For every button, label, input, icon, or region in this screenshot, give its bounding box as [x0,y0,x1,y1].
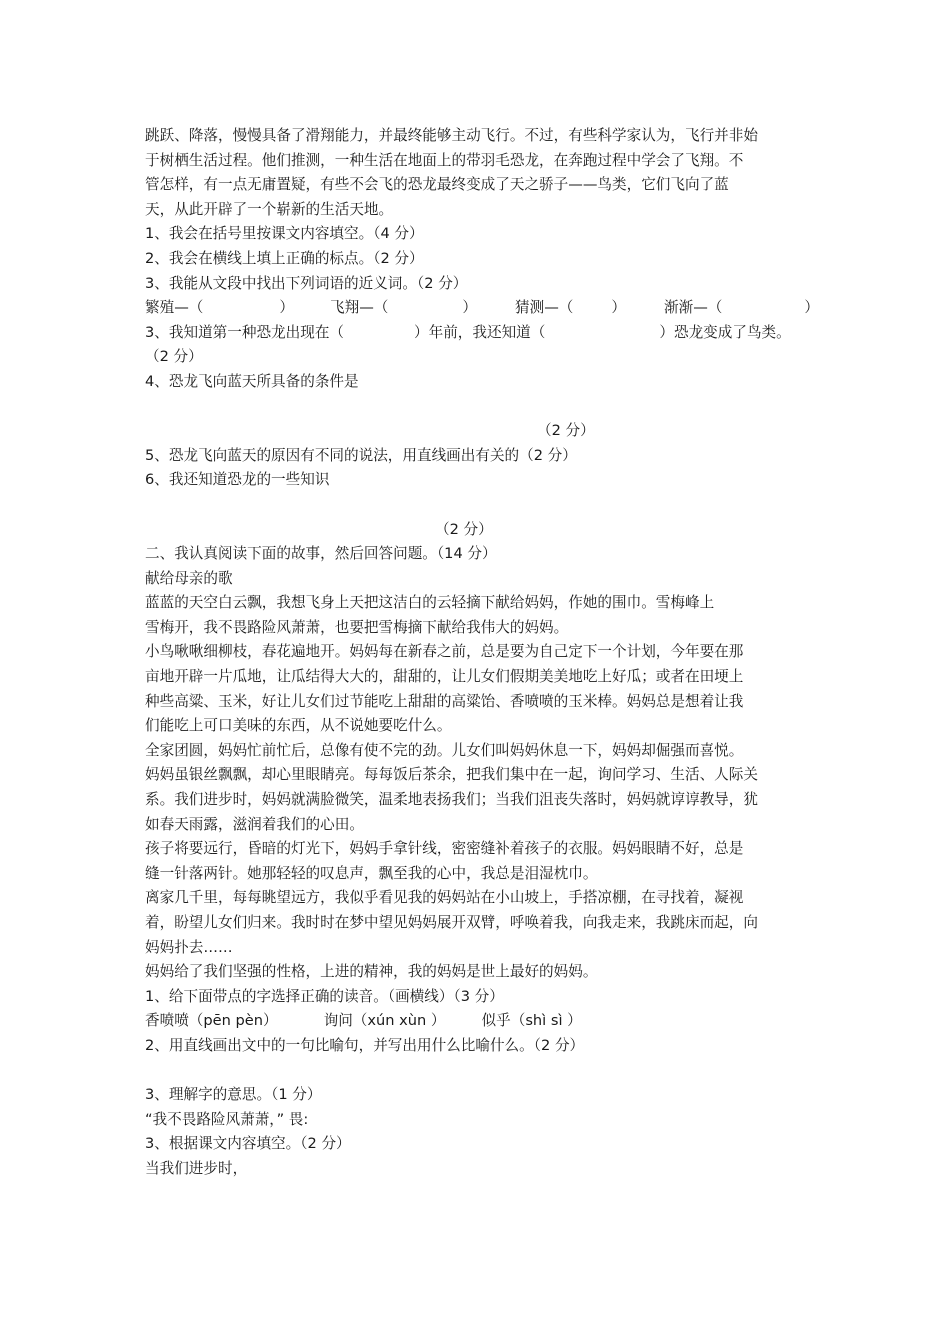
story-line: 如春天雨露，滋润着我们的心田。 [145,815,364,833]
synonym-close: ） [611,299,626,317]
story-line: 亩地开辟一片瓜地，让瓜结得大大的，甜甜的，让儿女们假期美美地吃上好瓜；或者在田埂上 [145,668,744,686]
passage-line: 于树栖生活过程。他们推测，一种生活在地面上的带羽毛恐龙，在奔跑过程中学会了飞翔。不 [145,151,744,169]
score: （2 分） [145,348,203,366]
document-page [145,124,819,1182]
story-line: 孩子将要远行，昏暗的灯光下，妈妈手拿针线，密密缝补着孩子的衣服。妈妈眼睛不好，总是 [145,840,744,858]
story-line: 蓝蓝的天空白云飘，我想飞身上天把这洁白的云轻摘下献给妈妈，作她的围巾。雪梅峰上 [145,594,715,612]
story-line: 全家团圆，妈妈忙前忙后，总像有使不完的劲。儿女们叫妈妈休息一下，妈妈却倔强而喜悦。 [145,741,744,759]
passage-line: 管怎样，有一点无庸置疑，有些不会飞的恐龙最终变成了天之骄子——鸟类，它们飞向了蓝 [145,176,729,194]
question-6: 6、我还知道恐龙的一些知识 [145,471,330,489]
s2-question-4-text: 当我们进步时， [145,1159,248,1177]
synonym-close: ） [279,299,294,317]
story-line: 缝一针落两针。她那轻轻的叹息声，飘至我的心中，我总是泪湿枕巾。 [145,864,598,882]
story-title: 献给母亲的歌 [145,569,233,587]
story-line: 雪梅开，我不畏路险风萧萧，也要把雪梅摘下献给我伟大的妈妈。 [145,618,569,636]
question-text: 3、我知道第一种恐龙出现在（ [145,323,345,341]
synonym-row [145,296,819,321]
s2-question-3-quote: “我不畏路险风萧萧，” 畏: [145,1110,309,1128]
section-2-title: 二、我认真阅读下面的故事，然后回答问题。（14 分） [145,545,497,563]
synonym-label: 繁殖—（ [145,299,204,317]
s2-question-3: 3、理解字的意思。（1 分） [145,1086,322,1104]
question-1: 1、我会在括号里按课文内容填空。（4 分） [145,225,424,243]
synonym-label: 渐渐—（ [664,299,723,317]
question-3: 3、我能从文段中找出下列词语的近义词。（2 分） [145,274,468,292]
passage-1 [145,124,810,222]
synonym-close: ） [462,299,477,317]
synonym-label: 飞翔—（ [330,299,389,317]
s2-question-2: 2、用直线画出文中的一句比喻句，并写出用什么比喻什么。（2 分） [145,1036,585,1054]
story-line: 着，盼望儿女们归来。我时时在梦中望见妈妈展开双臂，呼唤着我，向我走来，我跳床而起，向 [145,914,758,931]
story-line: 妈妈给了我们坚强的性格，上进的精神，我的妈妈是世上最好的妈妈。 [145,963,598,981]
passage-line: 跳跃、降落，慢慢具备了滑翔能力，并最终能够主动飞行。不过，有些科学家认为，飞行并非始 [145,127,758,144]
pinyin-item: 似乎（shì sì ） [481,1012,582,1030]
story-line: 离家几千里，每每眺望远方，我似乎看见我的妈妈站在小山坡上，手搭凉棚，在寻找着，凝视 [145,889,744,907]
question-2: 2、我会在横线上填上正确的标点。（2 分） [145,249,424,267]
answer-space [145,1059,810,1084]
score: （2 分） [537,422,595,440]
question-text: ）恐龙变成了鸟类。 [659,323,791,341]
story-line: 们能吃上可口美味的东西，从不说她要吃什么。 [145,717,452,735]
answer-space [145,395,810,420]
pinyin-item: 香喷喷（pēn pèn） [145,1012,278,1030]
story-line: 妈妈扑去…… [145,938,233,956]
story-line: 系。我们进步时，妈妈就满脸微笑，温柔地表扬我们；当我们沮丧失落时，妈妈就谆谆教导，犹 [145,791,758,809]
pinyin-item: 询问（xún xùn ） [323,1012,446,1030]
question-5: 5、恐龙飞向蓝天的原因有不同的说法，用直线画出有关的（2 分） [145,446,577,464]
passage-line: 天，从此开辟了一个崭新的生活天地。 [145,200,394,218]
s2-question-4: 3、根据课文内容填空。（2 分） [145,1135,351,1153]
question-text: ）年前，我还知道（ [414,323,546,341]
story-line: 种些高粱、玉米，好让儿女们过节能吃上甜甜的高粱饴、香喷喷的玉米棒。妈妈总是想着让我 [145,692,744,710]
synonym-close: ） [804,299,819,317]
s2-question-1: 1、给下面带点的字选择正确的读音。（画横线）（3 分） [145,987,504,1005]
score: （2 分） [435,520,493,538]
story-body [145,591,810,985]
question-4: 4、恐龙飞向蓝天所具备的条件是 [145,372,359,390]
synonym-label: 猜测—（ [515,299,574,317]
pinyin-row [145,1009,810,1034]
story-line: 小鸟啾啾细柳枝，春花遍地开。妈妈每在新春之前，总是要为自己定下一个计划，今年要在那 [145,643,744,661]
answer-space [145,493,810,518]
story-line: 妈妈虽银丝飘飘，却心里眼睛亮。每每饭后茶余，把我们集中在一起，询问学习、生活、人际关 [145,766,758,784]
question-3b [145,321,810,346]
